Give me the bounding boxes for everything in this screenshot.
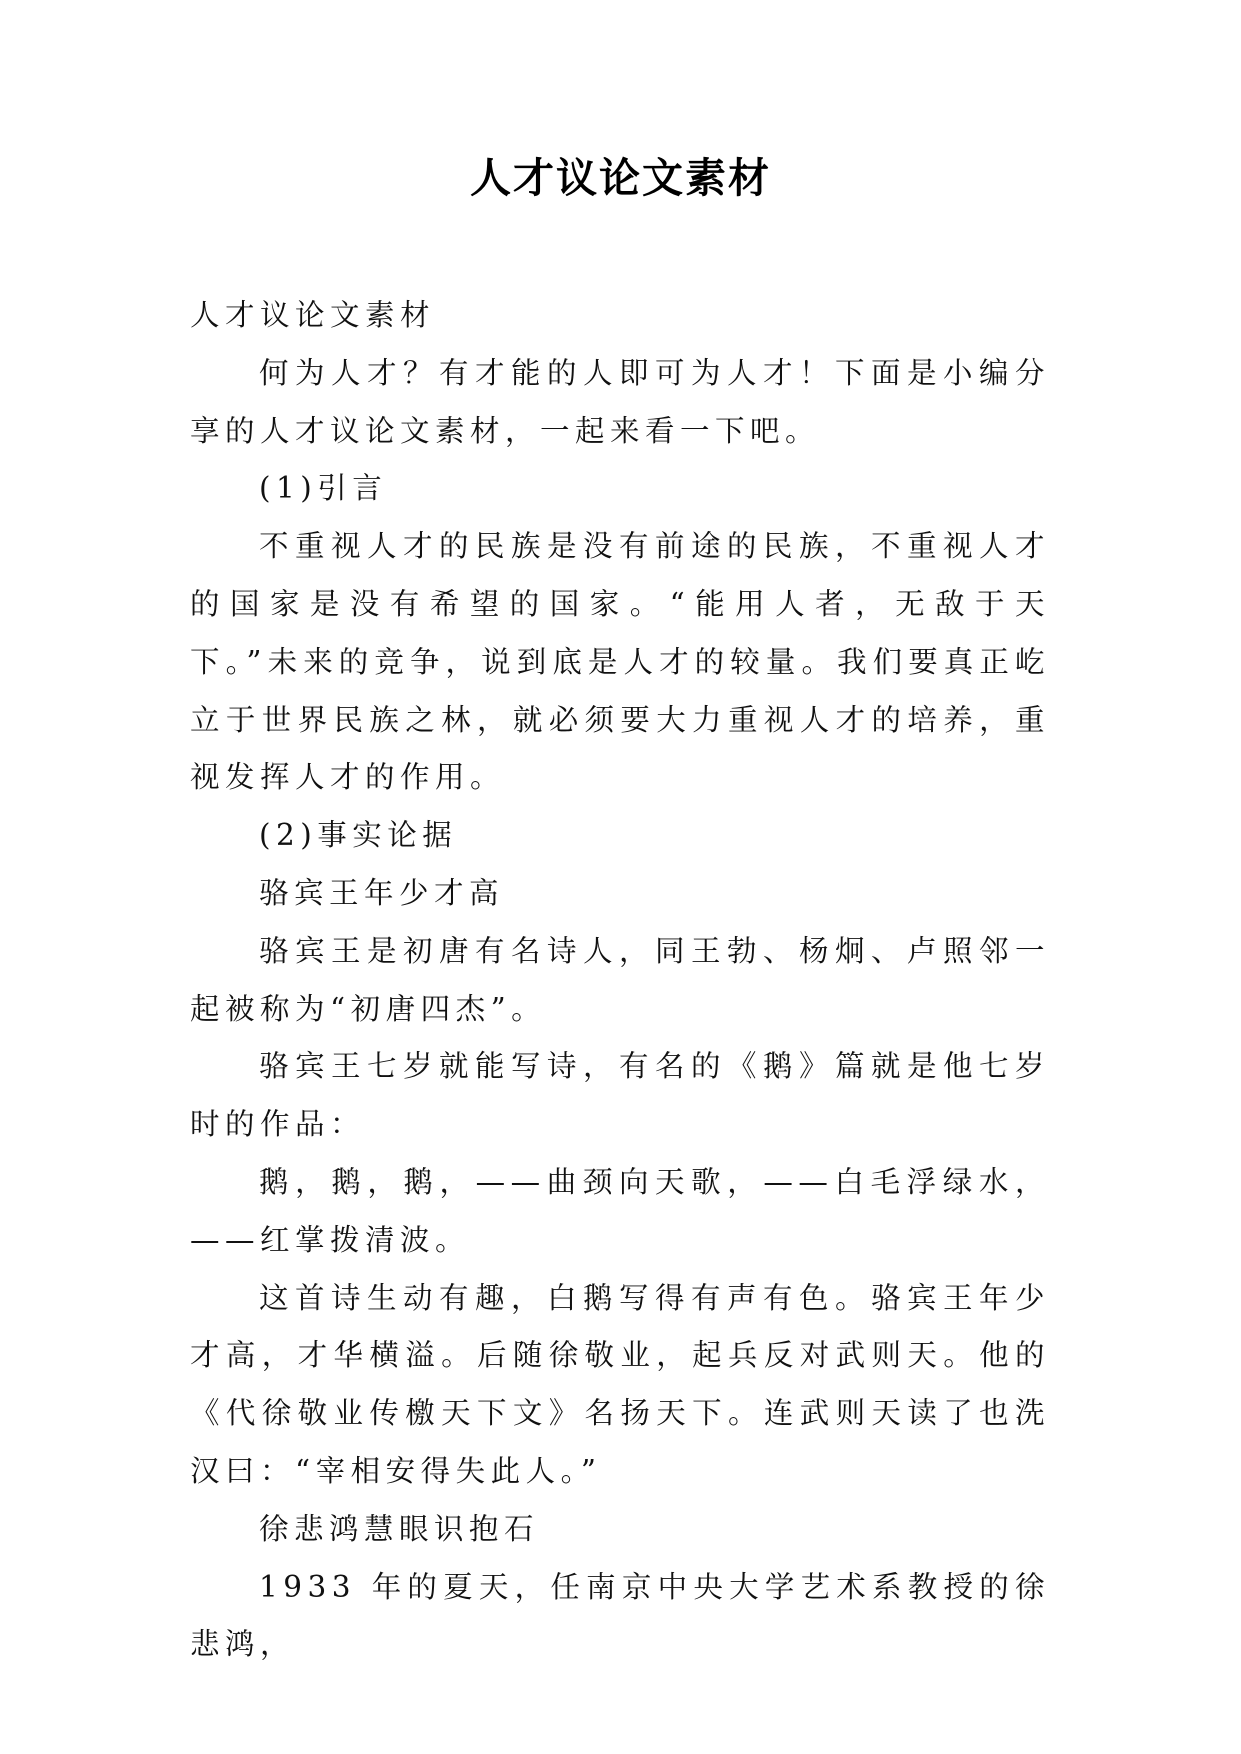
document-body bbox=[190, 287, 1050, 1674]
section-heading-introduction: (1)引言 bbox=[259, 471, 388, 506]
paragraph-heading: 人才议论文素材 bbox=[190, 298, 436, 332]
paragraph-luo-binwang-2: 骆宾王七岁就能写诗，有名的《鹅》篇就是他七岁时的作品： bbox=[190, 1049, 1050, 1142]
subheading-xu-beihong: 徐悲鸿慧眼识抱石 bbox=[259, 1511, 540, 1546]
paragraph-luo-binwang-1: 骆宾王是初唐有名诗人，同王勃、杨炯、卢照邻一起被称为“初唐四杰”。 bbox=[190, 933, 1050, 1026]
paragraph-goose-poem: 鹅，鹅，鹅，——曲颈向天歌，——白毛浮绿水，——红掌拨清波。 bbox=[190, 1164, 1050, 1257]
document-title: 人才议论文素材 bbox=[470, 154, 771, 202]
paragraph-introduction: 不重视人才的民族是没有前途的民族，不重视人才的国家是没有希望的国家。“能用人者，无敌于天下。”未来的竞争，说到底是人才的较量。我们要真正屹立于世界民族之林，就必须要大力重视人才的培养，重视发挥人才的作用。 bbox=[190, 529, 1050, 795]
section-heading-evidence: (2)事实论据 bbox=[259, 818, 458, 853]
paragraph-intro: 何为人才？有才能的人即可为人才！下面是小编分享的人才议论文素材，一起来看一下吧。 bbox=[190, 355, 1050, 448]
subheading-luo-binwang: 骆宾王年少才高 bbox=[259, 875, 505, 910]
paragraph-xu-beihong-1: 1933 年的夏天，任南京中央大学艺术系教授的徐悲鸿， bbox=[190, 1569, 1050, 1662]
paragraph-luo-binwang-3: 这首诗生动有趣，白鹅写得有声有色。骆宾王年少才高，才华横溢。后随徐敬业，起兵反对武则天。他的《代徐敬业传檄天下文》名扬天下。连武则天读了也洗汉曰：“宰相安得失此人。” bbox=[190, 1280, 1050, 1488]
